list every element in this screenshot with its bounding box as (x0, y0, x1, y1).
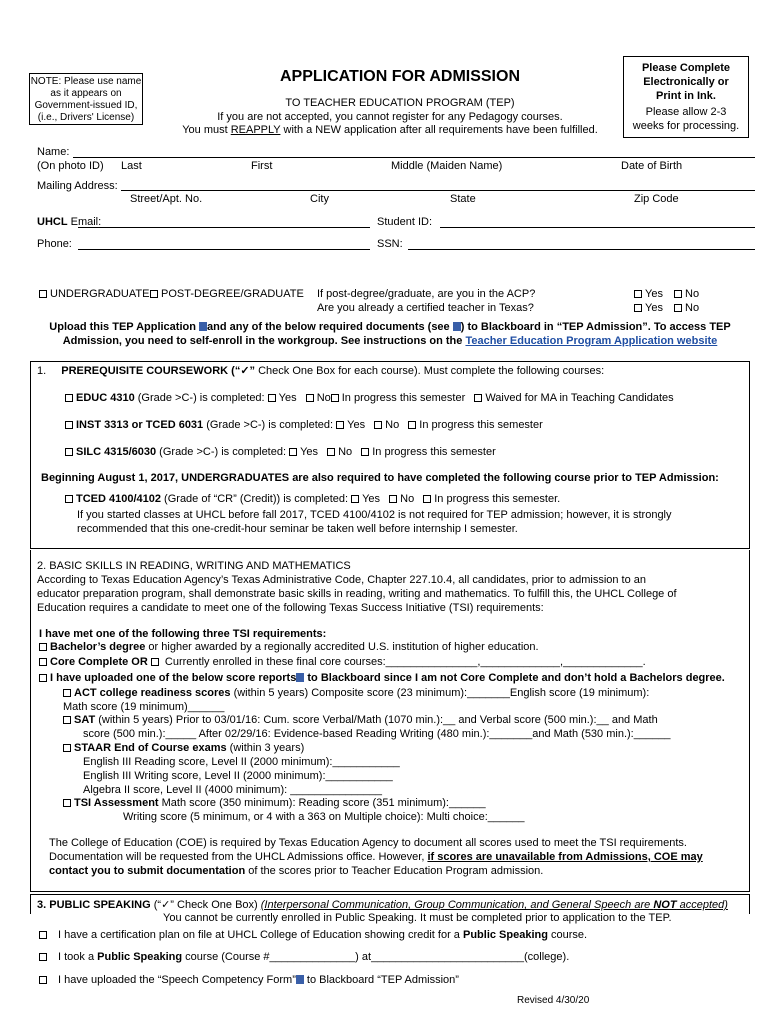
bold: TSI Assessment (74, 797, 159, 809)
ip: In progress this semester (341, 392, 466, 404)
ip: In progress this semester (372, 446, 496, 458)
section2-p2: educator preparation program, shall demonstrate basic skills in reading, writing and mathematics. To fulfill this, the UHCL College of (37, 588, 677, 600)
name-line[interactable] (73, 157, 755, 158)
educ-row (65, 392, 674, 404)
checkbox-icon[interactable] (268, 394, 276, 402)
tep-website-link[interactable]: Teacher Education Program Application website (465, 335, 718, 347)
text: Currently enrolled in these final core courses:_______________,_____________,_____________. (161, 656, 646, 668)
box-line: Please Complete (641, 62, 731, 74)
text: I took a (58, 951, 98, 963)
checkbox-icon[interactable] (65, 495, 73, 503)
ps-option-2 (39, 951, 569, 963)
uhcl-text: UHCL (37, 216, 68, 228)
no: No (400, 493, 415, 505)
checkbox-icon[interactable] (408, 421, 416, 429)
ps-option-1 (39, 929, 587, 941)
checkbox-icon[interactable] (150, 290, 158, 298)
tsi-row-2: Writing score (5 minimum, or 4 with a 363 on Multiple choice): Multi choice:______ (123, 811, 525, 823)
tced-row (65, 493, 560, 505)
waived: Waived for MA in Teaching Candidates (485, 392, 674, 404)
sat-row (63, 714, 658, 726)
text: course. (547, 929, 588, 941)
text: Documentation will be requested from the UHCL Admissions office. However, (49, 851, 428, 863)
english3-writing: English III Writing score, Level II (2000 minimum):___________ (83, 770, 393, 782)
upload-instructions-1 (30, 321, 750, 333)
text: or higher awarded by a regionally accredited U.S. institution of higher education. (145, 641, 539, 653)
checkbox-icon[interactable] (63, 799, 71, 807)
mailing-line[interactable] (121, 190, 755, 191)
act-math: Math score (19 minimum)______ (63, 701, 225, 713)
checkbox-icon[interactable] (39, 976, 47, 984)
tced-note-2: recommended that this one-credit-hour seminar be taken well before internship I semester. (77, 523, 518, 535)
checkbox-icon[interactable] (63, 689, 71, 697)
text: of the scores prior to Teacher Education Program admission. (245, 865, 544, 877)
bachelor-row (39, 641, 539, 653)
postdeg-option[interactable] (150, 288, 304, 300)
box-line: Electronically or (643, 76, 729, 88)
sat-row-2: score (500 min.):_____ After 02/29/16: Evidence-based Reading Writing (480 min.):_______and Math (530 min.):______ (83, 728, 671, 740)
section3-title (37, 898, 728, 911)
student-id-field[interactable] (440, 227, 755, 228)
section1-title (37, 364, 604, 377)
section2-title: 2. BASIC SKILLS IN READING, WRITING AND MATHEMATICS (37, 560, 351, 572)
yes-label: Yes (645, 302, 663, 314)
yes: Yes (362, 493, 381, 505)
text: if scores are unavailable from Admissions, COE may (427, 851, 703, 863)
checkbox-icon[interactable] (327, 448, 335, 456)
attachment-icon (199, 322, 207, 331)
no-label: No (685, 288, 700, 300)
bold: ACT college readiness scores (74, 687, 231, 699)
text: I have uploaded one of the below score reports (50, 672, 297, 684)
email-field[interactable] (78, 227, 370, 228)
checkbox-icon[interactable] (674, 290, 682, 298)
ssn-label: SSN: (377, 238, 403, 250)
upload-instructions-2 (30, 335, 750, 347)
course: EDUC 4310 (76, 392, 135, 404)
attachment-icon (453, 322, 461, 331)
text: course (Course #______________) at_________________________(college). (182, 951, 570, 963)
checkbox-icon[interactable] (374, 421, 382, 429)
ip: In progress this semester (419, 419, 543, 431)
bold: STAAR End of Course exams (74, 742, 227, 754)
bold: SAT (74, 714, 96, 726)
city-label: City (310, 193, 329, 205)
page-subtitle: TO TEACHER EDUCATION PROGRAM (TEP) (285, 97, 515, 109)
street-label: Street/Apt. No. (130, 193, 203, 205)
text: contact you to submit documentation (49, 865, 246, 877)
english3-reading: English III Reading score, Level II (2000 minimum):___________ (83, 756, 400, 768)
no: No (385, 419, 400, 431)
tsi-row (63, 797, 486, 809)
tced-note-1: If you started classes at UHCL before fall 2017, TCED 4100/4102 is not required for TEP admission; however, it is strongly (77, 509, 672, 521)
bold: Core Complete OR (50, 656, 148, 668)
checkbox-icon[interactable] (39, 931, 47, 939)
yes: Yes (278, 392, 297, 404)
ps-option-3 (39, 974, 459, 986)
inst-row (65, 419, 543, 431)
checkbox-icon[interactable] (674, 304, 682, 312)
coe-line-3 (49, 865, 543, 877)
email-text: Email: (67, 216, 102, 228)
text: NOT (653, 899, 677, 911)
checkbox-icon[interactable] (39, 290, 47, 298)
course: INST 3313 or TCED 6031 (76, 419, 204, 431)
no-label: No (685, 302, 700, 314)
bold: 3. PUBLIC SPEAKING (37, 899, 151, 911)
text: (Grade >C-) is completed: (156, 446, 290, 458)
state-label: State (450, 193, 476, 205)
title-bold: PREREQUISITE COURSEWORK (“✓” (61, 365, 256, 377)
text: (within 3 years) (226, 742, 305, 754)
text: (Interpersonal Communication, Group Communication, and General Speech are (260, 899, 654, 911)
checkbox-icon[interactable] (65, 448, 73, 456)
section-prerequisite (30, 361, 750, 549)
checkbox-icon[interactable] (39, 658, 47, 666)
revised-date: Revised 4/30/20 (517, 995, 590, 1006)
checkbox-icon[interactable] (65, 394, 73, 402)
yes-label: Yes (645, 288, 663, 300)
acp-question: If post-degree/graduate, are you in the ACP? (317, 288, 536, 300)
checkbox-icon[interactable] (423, 495, 431, 503)
text: Public Speaking (97, 951, 183, 963)
section2-p1: According to Texas Education Agency’s Texas Administrative Code, Chapter 227.10.4, all candidates, prior to admission to an (37, 574, 647, 586)
text: and any of the below required documents (see (207, 321, 453, 333)
have-met-heading: I have met one of the following three TSI requirements: (39, 628, 327, 640)
photo-id-label: (On photo ID) (37, 160, 104, 172)
undergrad-option[interactable] (39, 288, 149, 300)
yes: Yes (347, 419, 366, 431)
text: (within 5 years) Composite score (23 minimum):_______English score (19 minimum): (230, 687, 650, 699)
course: SILC 4315/6030 (76, 446, 157, 458)
text: (Grade of “CR” (Credit)) is completed: (161, 493, 352, 505)
checkbox-icon[interactable] (65, 421, 73, 429)
text: Math score (350 minimum): Reading score (351 minimum):______ (158, 797, 486, 809)
mailing-label: Mailing Address: (37, 180, 118, 192)
middle-label: Middle (Maiden Name) (391, 160, 503, 172)
undergrad-label: UNDERGRADUATE (50, 288, 150, 300)
certified-answers[interactable] (634, 302, 699, 314)
zip-label: Zip Code (634, 193, 679, 205)
checkbox-icon[interactable] (351, 495, 359, 503)
section-basic-skills (30, 550, 750, 892)
yes: Yes (300, 446, 319, 458)
text: (within 5 years) Prior to 03/01/16: Cum. score Verbal/Math (1070 min.):__ and Verbal score (500 min.):__ and Math (95, 714, 658, 726)
checkbox-icon[interactable] (361, 448, 369, 456)
last-label: Last (121, 160, 142, 172)
algebra2: Algebra II score, Level II (4000 minimum): _______________ (83, 784, 383, 796)
phone-label: Phone: (37, 238, 72, 250)
box-line: weeks for processing. (632, 120, 740, 132)
text: Upload this TEP Application (49, 321, 200, 333)
staar-row (63, 742, 304, 754)
text: (“✓” Check One Box) (150, 899, 261, 911)
coe-line-1: The College of Education (COE) is required by Texas Education Agency to document all scores used to meet the TSI requirements. (49, 837, 687, 849)
text: Public Speaking (462, 929, 548, 941)
ip: In progress this semester. (434, 493, 561, 505)
checkbox-icon[interactable] (331, 394, 339, 402)
text: I have a certification plan on file at UHCL College of Education showing credit for a (58, 929, 463, 941)
attachment-icon (296, 975, 304, 984)
course: TCED 4100/4102 (76, 493, 161, 505)
certified-question: Are you already a certified teacher in Texas? (317, 302, 534, 314)
bold: Bachelor’s degree (50, 641, 146, 653)
silc-row (65, 446, 496, 458)
act-row (63, 687, 649, 699)
checkbox-icon[interactable] (151, 658, 159, 666)
checkbox-icon[interactable] (634, 290, 642, 298)
num: 1. (37, 365, 47, 377)
postdeg-label: POST-DEGREE/GRADUATE (161, 288, 304, 300)
no: No (316, 392, 331, 404)
complete-electronically-box (623, 56, 749, 138)
checkbox-icon[interactable] (39, 953, 47, 961)
text: to Blackboard since I am not Core Complete and don’t hold a Bachelors degree. (304, 672, 725, 684)
text: (Grade >C-) is completed: (134, 392, 268, 404)
checkbox-icon[interactable] (634, 304, 642, 312)
core-row (39, 656, 646, 668)
checkbox-icon[interactable] (63, 716, 71, 724)
text: (Grade >C-) is completed: (203, 419, 337, 431)
checkbox-icon[interactable] (306, 394, 314, 402)
first-label: First (251, 160, 273, 172)
box-line: Please allow 2-3 (645, 106, 727, 118)
text: accepted) (676, 899, 728, 911)
note-line: as it appears on (50, 88, 122, 99)
text: ) to Blackboard in “TEP Admission”. To access TEP (460, 321, 731, 333)
text: to Blackboard “TEP Admission” (303, 974, 459, 986)
checkbox-icon[interactable] (474, 394, 482, 402)
coe-line-2 (49, 851, 703, 863)
text: You must (182, 124, 231, 136)
title-rest: Check One Box for each course). Must complete the following courses: (255, 365, 605, 377)
text: I have uploaded the “Speech Competency Form” (58, 974, 296, 986)
page-title: APPLICATION FOR ADMISSION (280, 68, 520, 85)
beginning-notice: Beginning August 1, 2017, UNDERGRADUATES are also required to have completed the following course prior to TEP Admission: (41, 472, 719, 484)
uploaded-scores-row (39, 672, 725, 684)
checkbox-icon[interactable] (336, 421, 344, 429)
acp-answers[interactable] (634, 288, 699, 300)
checkbox-icon[interactable] (39, 643, 47, 651)
text: with a NEW application after all requirements have been fulfilled. (280, 124, 598, 136)
section3-line2: You cannot be currently enrolled in Public Speaking. It must be completed prior to application to the TEP. (163, 912, 672, 924)
note-line: Government-issued ID, (34, 100, 138, 111)
no: No (338, 446, 353, 458)
phone-field[interactable] (78, 249, 370, 250)
note-line: (i.e., Drivers' License) (37, 112, 135, 123)
text: Admission, you need to self-enroll in the workgroup. See instructions on the (62, 335, 466, 347)
box-line: Print in Ink. (656, 90, 716, 102)
reapply-text: REAPPLY (230, 124, 281, 136)
student-id-label: Student ID: (377, 216, 433, 228)
checkbox-icon[interactable] (63, 744, 71, 752)
header-note: If you are not accepted, you cannot register for any Pedagogy courses. (217, 111, 563, 123)
checkbox-icon[interactable] (39, 674, 47, 682)
name-label: Name: (37, 146, 70, 158)
checkbox-icon[interactable] (389, 495, 397, 503)
ssn-field[interactable] (408, 249, 755, 250)
note-line: NOTE: Please use name (30, 76, 142, 87)
checkbox-icon[interactable] (289, 448, 297, 456)
name-note-box (29, 73, 143, 125)
dob-label: Date of Birth (621, 160, 683, 172)
section2-p3: Education requires a candidate to meet one of the following Texas Success Initiative (TSI) requirements: (37, 602, 544, 614)
header-reapply-note (140, 124, 640, 136)
